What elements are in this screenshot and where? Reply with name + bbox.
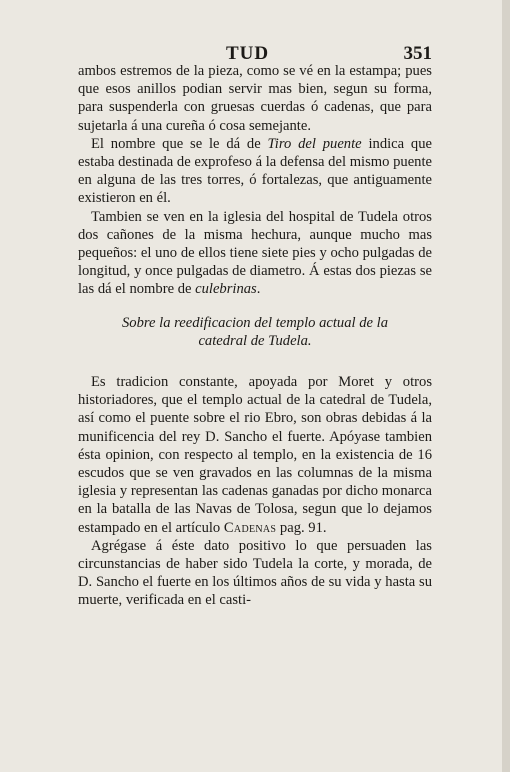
- body-text: [78, 62, 432, 610]
- paragraph-2: [78, 135, 432, 208]
- paragraph-3: [78, 208, 432, 299]
- paragraph-1: ambos estremos de la pieza, como se vé en la estampa; pues que esos anillos podian servir mas bien, segun su forma, para suspenderla con gruesas cuerdas ó cadenas, que para sujetarla á una cureña ó cosa semejante.: [78, 63, 432, 134]
- paragraph-4-article-reference: Cadenas: [223, 519, 277, 536]
- paragraph-3-text-after: .: [256, 281, 261, 298]
- section-heading-line-1: Sobre la reedificacion del templo actual de la: [121, 314, 388, 331]
- paragraph-5: Agrégase á éste dato positivo lo que persuaden las circunstancias de haber sido Tudela la corte, y morada, de D. Sancho el fuerte en los últimos años de su vida y hasta su muerte, verificada en el casti-: [78, 537, 432, 609]
- section-heading: [78, 314, 432, 350]
- paragraph-4-text-before: Es tradicion constante, apoyada por Moret y otros historiadores, que el templo actual de la catedral de Tudela, así como el puente sobre el rio Ebro, son obras debidas á la munificencia del rey D. Sancho el fuerte. Apóyase tambien ésta opinion, con respecto al templo, en la existencia de 16 escudos que se ven gravados en las columnas de la misma iglesia y representan las cadenas ganadas por dicho monarca en la batalla de las Navas de Tolosa, segun que lo dejamos estampado en el artículo: [78, 374, 432, 536]
- paragraph-2-text-before: El nombre que se le dá de: [91, 135, 268, 152]
- section-heading-line-2: catedral de Tudela.: [198, 332, 312, 349]
- paragraph-4-text-after: pag. 91.: [276, 519, 327, 536]
- running-head: TUD: [226, 43, 270, 64]
- paragraph-2-italic-phrase: Tiro del puente: [267, 135, 362, 152]
- paragraph-3-italic-word: culebrinas: [195, 281, 257, 298]
- paragraph-3-text-before: Tambien se ven en la iglesia del hospital de Tudela otros dos cañones de la misma hechura, aunque mucho mas pequeños: el uno de ellos tiene siete pies y ocho pulgadas de longitud, y once pulgadas de diametro. Á estas dos piezas se las dá el nombre de: [78, 208, 432, 298]
- paragraph-4: [78, 373, 432, 537]
- page-edge-shadow: [502, 0, 510, 772]
- paragraph-2-text-after: indica que estaba destinada de exprofeso á la defensa del mismo puente en alguna de las tres torres, ó fortalezas, que antiguamente existieron en él.: [78, 135, 432, 207]
- page-number: 351: [403, 43, 432, 64]
